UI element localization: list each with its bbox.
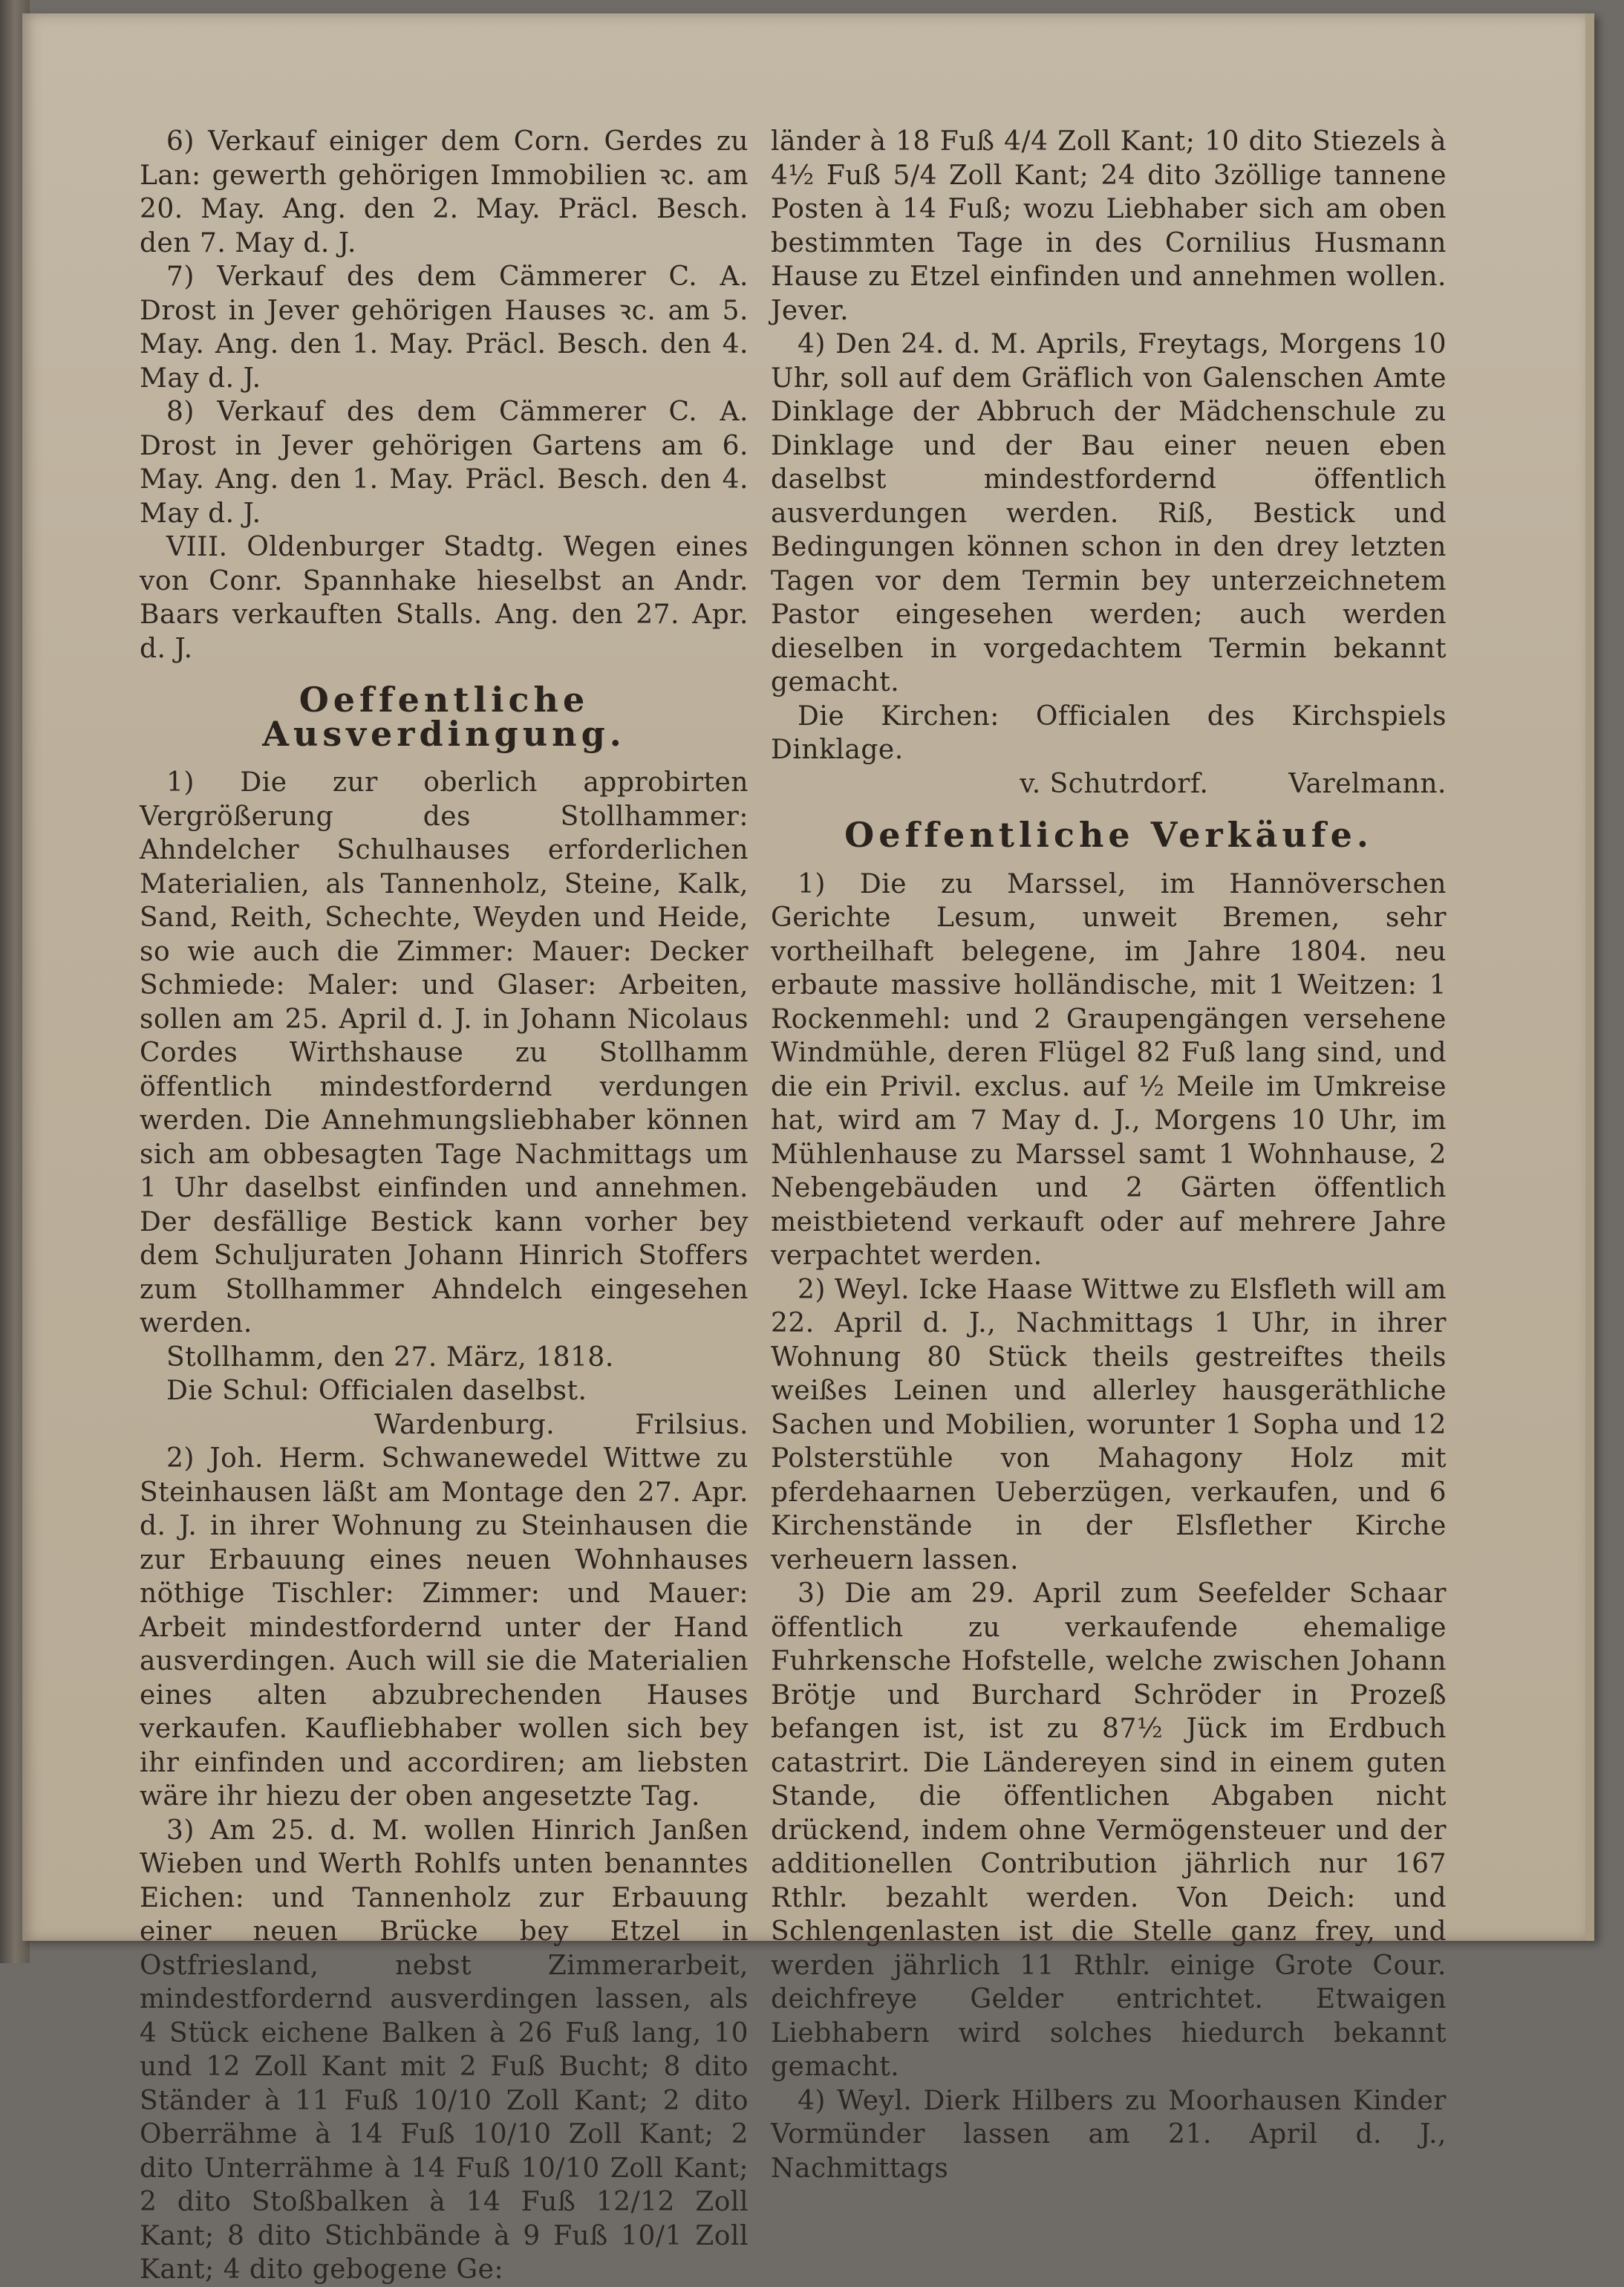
left-column xyxy=(140,125,749,2287)
ausverdingung-3-continued: länder à 18 Fuß 4/4 Zoll Kant; 10 dito Stiezels à 4½ Fuß 5/4 Zoll Kant; 24 dito 3zöllige tannene Posten à 14 Fuß; wozu Liebhaber sich am oben bestimmten Tage in des Cornilius Husmann Hause zu Etzel einfinden und annehmen wollen. Jever. xyxy=(771,126,1447,326)
notice-7: 7) Verkauf des dem Cämmerer C. A. Drost in Jever gehörigen Hauses ꝛc. am 5. May. Ang. den 1. May. Präcl. Besch. den 4. May d. J. xyxy=(140,261,749,394)
signature-frilsius: Frilsius. xyxy=(635,1409,749,1440)
signature-varelmann: Varelmann. xyxy=(1288,768,1447,799)
verkauf-4: 4) Weyl. Dierk Hilbers zu Moorhausen Kinder Vormünder lassen am 21. April d. J., Nachmittags xyxy=(771,2085,1447,2184)
notice-viii: VIII. Oldenburger Stadtg. Wegen eines von Conr. Spannhake hieselbst an Andr. Baars verkauften Stalls. Ang. den 27. Apr. d. J. xyxy=(140,532,749,664)
signature-wardenburg: Wardenburg. xyxy=(374,1409,555,1440)
section-heading-ausverdingung: Oeffentliche Ausverdingung. xyxy=(262,680,626,754)
signature-schutrdorf: v. Schutrdorf. xyxy=(1020,768,1209,799)
ausverdingung-1: 1) Die zur oberlich approbirten Vergrößerung des Stollhammer: Ahndelcher Schulhauses erforderlichen Materialien, als Tannenholz, Steine, Kalk, Sand, Reith, Schechte, Weyden und Heide, so wie auch die Zimmer: Mauer: Decker Schmiede: Maler: und Glaser: Arbeiten, sollen am 25. April d. J. in Johann Nicolaus Cordes Wirthshause zu Stollhamm öffentlich mindestfordernd verdungen werden. Die Annehmungsliebhaber können sich am obbesagten Tage Nachmittags um 1 Uhr daselbst einfinden und annehmen. Der desfällige Bestick kann vorher bey dem Schuljuraten Johann Hinrich Stoffers zum Stollhammer Ahndelch eingesehen werden. xyxy=(140,767,749,1338)
section-heading-verkaeufe: Oeffentliche Verkäufe. xyxy=(844,815,1373,855)
officials-line: Die Schul: Officialen daselbst. xyxy=(166,1376,587,1406)
document-page xyxy=(22,13,1594,2285)
verkauf-2: 2) Weyl. Icke Haase Wittwe zu Elsfleth will am 22. April d. J., Nachmittags 1 Uhr, in ihrer Wohnung 80 Stück theils gestreiftes theils weißes Leinen und allerley hausgeräthliche Sachen und Mobilien, worunter 1 Sopha und 12 Polsterstühle von Mahagony Holz mit pferdehaarnen Ueberzügen, verkaufen, und 6 Kirchenstände in der Elsflether Kirche verheuern lassen. xyxy=(771,1274,1447,1575)
right-column xyxy=(771,125,1447,2185)
dateline: Stollhamm, den 27. März, 1818. xyxy=(166,1341,614,1373)
ausverdingung-4: 4) Den 24. d. M. Aprils, Freytags, Morgens 10 Uhr, soll auf dem Gräflich von Galenschen Amte Dinklage der Abbruch der Mädchenschule zu Dinklage und der Bau einer neuen eben daselbst mindestfordernd öffentlich ausverdungen werden. Riß, Bestick und Bedingungen können schon in den drey letzten Tagen vor dem Termin bey unterzeichnetem Pastor eingesehen werden; auch werden dieselben in vorgedachtem Termin bekannt gemacht. xyxy=(771,329,1447,697)
notice-6: 6) Verkauf einiger dem Corn. Gerdes zu Lan: gewerth gehörigen Immobilien ꝛc. am 20. May. Ang. den 2. May. Präcl. Besch. den 7. May d. J. xyxy=(140,126,749,258)
verkauf-1: 1) Die zu Marssel, im Hannöverschen Gerichte Lesum, unweit Bremen, sehr vortheilhaft belegene, im Jahre 1804. neu erbaute massive holländische, mit 1 Weitzen: 1 Rockenmehl: und 2 Graupengängen versehene Windmühle, deren Flügel 82 Fuß lang sind, und die ein Privil. exclus. auf ½ Meile im Umkreise hat, wird am 7 May d. J., Morgens 10 Uhr, im Mühlenhause zu Marssel samt 1 Wohnhause, 2 Nebengebäuden und 2 Gärten öffentlich meistbietend verkauft oder auf mehrere Jahre verpachtet werden. xyxy=(771,868,1447,1271)
verkauf-3: 3) Die am 29. April zum Seefelder Schaar öffentlich zu verkaufende ehemalige Fuhrkensche Hofstelle, welche zwischen Johann Brötje und Burchard Schröder in Prozeß befangen ist, ist zu 87½ Jück im Erdbuch catastrirt. Die Ländereyen sind in einem guten Stande, die öffentlichen Abgaben nicht drückend, indem ohne Vermögensteuer und der additionellen Contribution jährlich nur 167 Rthlr. bezahlt werden. Von Deich: und Schlengenlasten ist die Stelle ganz frey, und werden jährlich 11 Rthlr. einige Grote Cour. deichfreye Gelder entrichtet. Etwaigen Liebhabern wird solches hiedurch bekannt gemacht. xyxy=(771,1578,1447,2082)
signature-line-2 xyxy=(771,767,1447,801)
ausverdingung-3: 3) Am 25. d. M. wollen Hinrich Janßen Wieben und Werth Rohlfs unten benanntes Eichen: und Tannenholz zur Erbauung einer neuen Brücke bey Etzel in Ostfriesland, nebst Zimmerarbeit, mindestfordernd ausverdingen lassen, als 4 Stück eichene Balken à 26 Fuß lang, 10 und 12 Zoll Kant mit 2 Fuß Bucht; 8 dito Ständer à 11 Fuß 10/10 Zoll Kant; 2 dito Oberrähme à 14 Fuß 10/10 Zoll Kant; 2 dito Unterrähme à 14 Fuß 10/10 Zoll Kant; 2 dito Stoßbalken à 14 Fuß 12/12 Zoll Kant; 8 dito Stichbände à 9 Fuß 10/1 Zoll Kant; 4 dito gebogene Ge: xyxy=(140,1815,749,2285)
ausverdingung-2: 2) Joh. Herm. Schwanewedel Wittwe zu Steinhausen läßt am Montage den 27. Apr. d. J. in ihrer Wohnung zu Steinhausen die zur Erbauung eines neuen Wohnhauses nöthige Tischler: Zimmer: und Mauer: Arbeit mindestfordernd unter der Hand ausverdingen. Auch will sie die Materialien eines alten abzubrechenden Hauses verkaufen. Kaufliebhaber wollen sich bey ihr einfinden und accordiren; am liebsten wäre ihr hiezu der oben angesetzte Tag. xyxy=(140,1443,749,1812)
notice-8: 8) Verkauf des dem Cämmerer C. A. Drost in Jever gehörigen Gartens am 6. May. Ang. den 1. May. Präcl. Besch. den 4. May d. J. xyxy=(140,397,749,529)
signature-line-1 xyxy=(140,1408,749,1442)
church-officials-line: Die Kirchen: Officialen des Kirchspiels Dinklage. xyxy=(771,700,1447,765)
